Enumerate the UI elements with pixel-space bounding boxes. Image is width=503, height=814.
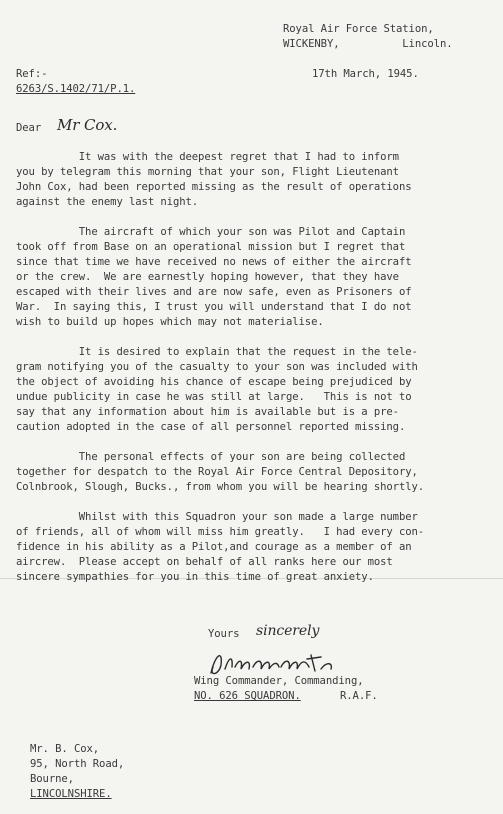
signatory-title: Wing Commander, Commanding, bbox=[194, 675, 364, 687]
letter-date: 17th March, 1945. bbox=[312, 68, 419, 80]
body-line: wish to build up hopes which may not materialise. bbox=[16, 316, 324, 328]
body-line: or the crew. We are earnestly hoping however, that they have bbox=[16, 271, 399, 283]
body-line: say that any information about him is available but is a pre- bbox=[16, 406, 399, 418]
squadron-unit: NO. 626 SQUADRON. bbox=[194, 690, 301, 702]
body-line: The personal effects of your son are being collected bbox=[16, 451, 406, 463]
body-line: escaped with their lives and are now safe, even as Prisoners of bbox=[16, 286, 412, 298]
address-line-1: Mr. B. Cox, bbox=[30, 743, 100, 755]
body-line: It is desired to explain that the request in the tele- bbox=[16, 346, 418, 358]
salutation-dear: Dear bbox=[16, 122, 42, 134]
body-line: took off from Base on an operational mission but I regret that bbox=[16, 241, 406, 253]
address-line-4: LINCOLNSHIRE. bbox=[30, 788, 112, 800]
body-line: fidence in his ability as a Pilot,and courage as a member of an bbox=[16, 541, 412, 553]
address-line-2: 95, North Road, bbox=[30, 758, 125, 770]
body-line: Whilst with this Squadron your son made a large number bbox=[16, 511, 418, 523]
ref-number: 6263/S.1402/71/P.1. bbox=[16, 83, 136, 95]
ref-label: Ref:- bbox=[16, 68, 48, 80]
closing-handwritten: sincerely bbox=[256, 623, 320, 639]
body-line: sincere sympathies for you in this time of great anxiety. bbox=[16, 571, 374, 583]
body-line: It was with the deepest regret that I had to inform bbox=[16, 151, 399, 163]
body-line: The aircraft of which your son was Pilot and Captain bbox=[16, 226, 406, 238]
body-line: gram notifying you of the casualty to your son was included with bbox=[16, 361, 418, 373]
body-line: since that time we have received no news of either the aircraft bbox=[16, 256, 412, 268]
letterhead-station: Royal Air Force Station, bbox=[283, 23, 434, 35]
body-line: against the enemy last night. bbox=[16, 196, 199, 208]
body-line: caution adopted in the case of all personnel reported missing. bbox=[16, 421, 406, 433]
body-line: War. In saying this, I trust you will understand that I do not bbox=[16, 301, 412, 313]
address-line-3: Bourne, bbox=[30, 773, 74, 785]
body-line: together for despatch to the Royal Air Force Central Depository, bbox=[16, 466, 418, 478]
letterhead-location: WICKENBY, Lincoln. bbox=[283, 38, 453, 50]
body-line: the object of avoiding his chance of escape being prejudiced by bbox=[16, 376, 412, 388]
body-line: undue publicity in case he was still at large. This is not to bbox=[16, 391, 412, 403]
body-line: you by telegram this morning that your son, Flight Lieutenant bbox=[16, 166, 399, 178]
body-line: of friends, all of whom will miss him greatly. I had every con- bbox=[16, 526, 425, 538]
closing-yours: Yours bbox=[208, 628, 240, 640]
service-name: R.A.F. bbox=[340, 690, 378, 702]
salutation-name: Mr Cox. bbox=[57, 116, 118, 134]
body-line: John Cox, had been reported missing as the result of operations bbox=[16, 181, 412, 193]
bleed-through-text bbox=[50, 120, 56, 133]
body-line: Colnbrook, Slough, Bucks., from whom you will be hearing shortly. bbox=[16, 481, 425, 493]
body-line: aircrew. Please accept on behalf of all ranks here our most bbox=[16, 556, 393, 568]
